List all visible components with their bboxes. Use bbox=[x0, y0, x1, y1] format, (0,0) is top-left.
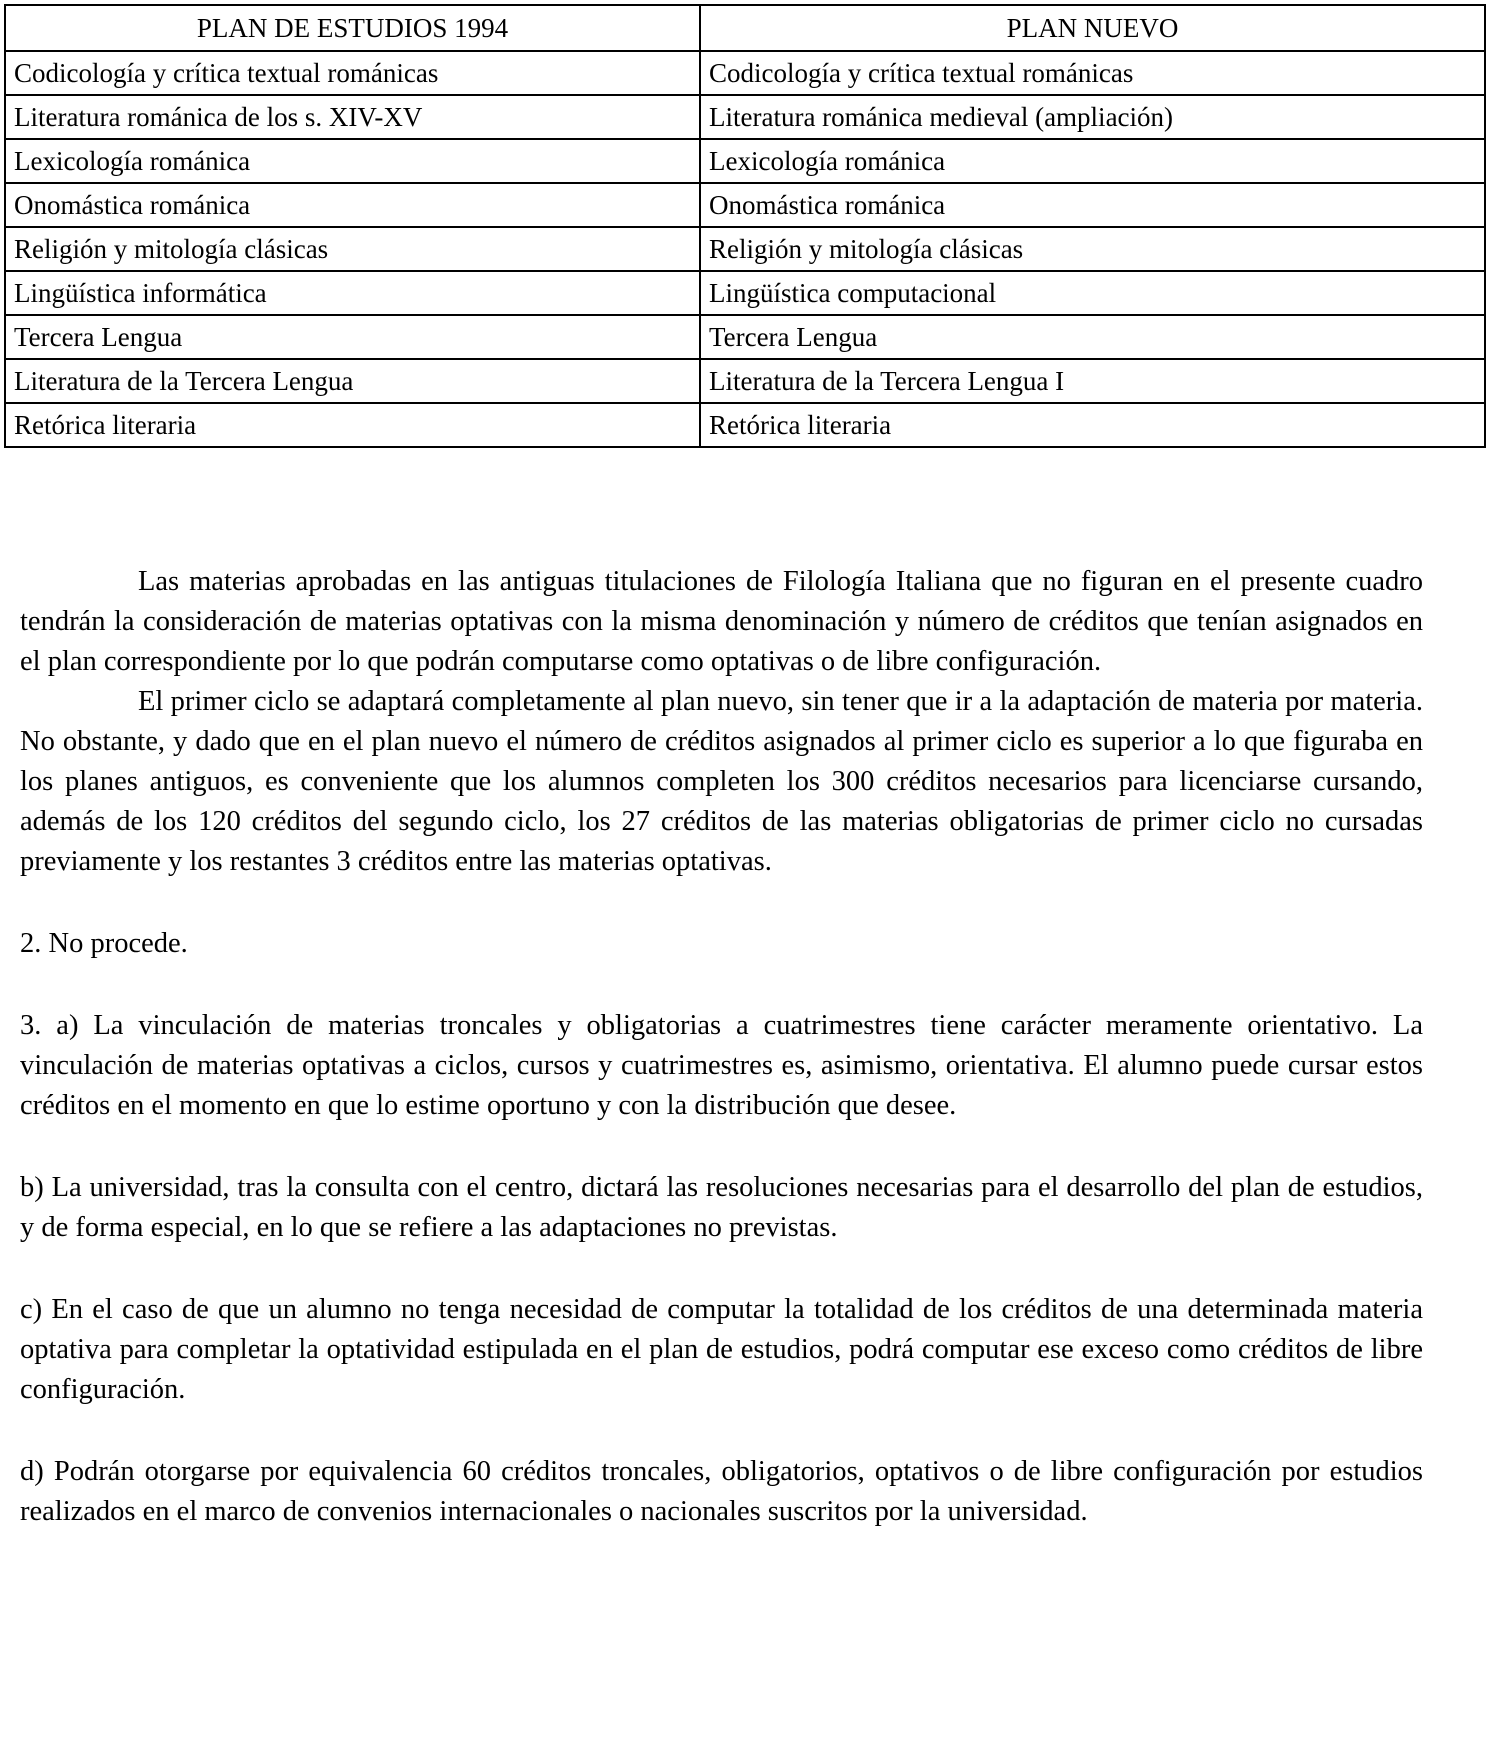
old-plan-cell: Lingüística informática bbox=[5, 271, 700, 315]
table-row bbox=[5, 51, 1485, 95]
table-row bbox=[5, 359, 1485, 403]
paragraph-point-3c: c) En el caso de que un alumno no tenga necesidad de computar la totalidad de los créditos de una determinada materia optativa para completar la optatividad estipulada en el plan de estudios, podrá computar ese exceso como créditos de libre configuración. bbox=[20, 1294, 1423, 1405]
table-row bbox=[5, 227, 1485, 271]
equivalence-table bbox=[4, 4, 1486, 448]
paragraph-first-cycle: El primer ciclo se adaptará completamente al plan nuevo, sin tener que ir a la adaptación de materia por materia. No obstante, y dado que en el plan nuevo el número de créditos asignados al primer ciclo es superior a lo que figuraba en los planes antiguos, es conveniente que los alumnos completen los 300 créditos necesarios para licenciarse cursando, además de los 120 créditos del segundo ciclo, los 27 créditos de las materias obligatorias de primer ciclo no cursadas previamente y los restantes 3 créditos entre las materias optativas. bbox=[20, 686, 1423, 877]
old-plan-cell: Literatura románica de los s. XIV-XV bbox=[5, 95, 700, 139]
old-plan-cell: Tercera Lengua bbox=[5, 315, 700, 359]
old-plan-cell: Religión y mitología clásicas bbox=[5, 227, 700, 271]
new-plan-cell: Tercera Lengua bbox=[700, 315, 1485, 359]
new-plan-cell: Retórica literaria bbox=[700, 403, 1485, 447]
paragraph-point-3d: d) Podrán otorgarse por equivalencia 60 créditos troncales, obligatorios, optativos o de libre configuración por estudios realizados en el marco de convenios internacionales o nacionales suscritos por la universidad. bbox=[20, 1456, 1423, 1527]
old-plan-cell: Lexicología románica bbox=[5, 139, 700, 183]
table-row bbox=[5, 315, 1485, 359]
old-plan-cell: Literatura de la Tercera Lengua bbox=[5, 359, 700, 403]
table-row bbox=[5, 271, 1485, 315]
column-header-new-plan: PLAN NUEVO bbox=[700, 5, 1485, 51]
new-plan-cell: Onomástica románica bbox=[700, 183, 1485, 227]
new-plan-cell: Religión y mitología clásicas bbox=[700, 227, 1485, 271]
paragraph-unlisted-subjects: Las materias aprobadas en las antiguas titulaciones de Filología Italiana que no figuran en el presente cuadro tendrán la consideración de materias optativas con la misma denominación y número de créditos que tenían asignados en el plan correspondiente por lo que podrán computarse como optativas o de libre configuración. bbox=[20, 566, 1423, 677]
column-header-old-plan: PLAN DE ESTUDIOS 1994 bbox=[5, 5, 700, 51]
old-plan-cell: Onomástica románica bbox=[5, 183, 700, 227]
paragraph-point-3a: 3. a) La vinculación de materias troncales y obligatorias a cuatrimestres tiene carácter meramente orientativo. La vinculación de materias optativas a ciclos, cursos y cuatrimestres es, asimismo, orientativa. El alumno puede cursar estos créditos en el momento en que lo estime oportuno y con la distribución que desee. bbox=[20, 1010, 1423, 1121]
new-plan-cell: Lingüística computacional bbox=[700, 271, 1485, 315]
table-row bbox=[5, 95, 1485, 139]
new-plan-cell: Literatura románica medieval (ampliación) bbox=[700, 95, 1485, 139]
old-plan-cell: Codicología y crítica textual románicas bbox=[5, 51, 700, 95]
table-row bbox=[5, 139, 1485, 183]
body-text bbox=[20, 562, 1423, 1532]
table-row bbox=[5, 183, 1485, 227]
new-plan-cell: Codicología y crítica textual románicas bbox=[700, 51, 1485, 95]
table-header-row bbox=[5, 5, 1485, 51]
paragraph-point-2: 2. No procede. bbox=[20, 928, 188, 959]
table-row bbox=[5, 403, 1485, 447]
old-plan-cell: Retórica literaria bbox=[5, 403, 700, 447]
new-plan-cell: Lexicología románica bbox=[700, 139, 1485, 183]
new-plan-cell: Literatura de la Tercera Lengua I bbox=[700, 359, 1485, 403]
paragraph-point-3b: b) La universidad, tras la consulta con el centro, dictará las resoluciones necesarias para el desarrollo del plan de estudios, y de forma especial, en lo que se refiere a las adaptaciones no previstas. bbox=[20, 1172, 1423, 1243]
